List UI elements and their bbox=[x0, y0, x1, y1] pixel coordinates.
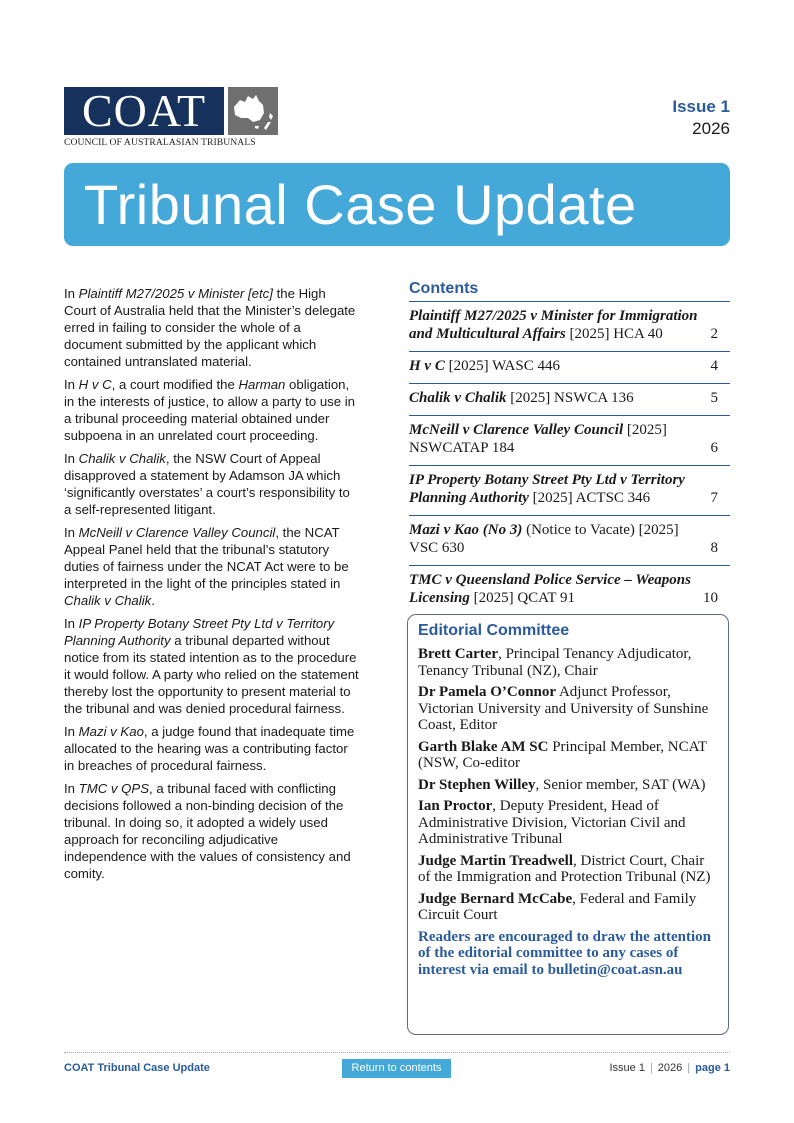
toc-page-number: 7 bbox=[710, 490, 718, 506]
committee-member: Judge Bernard McCabe, Federal and Family Circuit Court bbox=[418, 890, 697, 923]
toc-page-number: 2 bbox=[710, 326, 718, 342]
editorial-committee-box bbox=[407, 614, 729, 1035]
committee-member: Brett Carter, Principal Tenancy Adjudicator, Tenancy Tribunal (NZ), Chair bbox=[418, 646, 692, 679]
issue-info bbox=[672, 96, 730, 140]
coat-logo bbox=[64, 87, 278, 149]
logo-wordmark: COAT bbox=[64, 87, 224, 135]
committee-member: Dr Stephen Willey, Senior member, SAT (WA) bbox=[418, 776, 706, 793]
toc-item[interactable]: H v C [2025] WASC 446 4 bbox=[409, 352, 730, 384]
toc-page-number: 8 bbox=[710, 540, 718, 556]
summary-paragraph: In Plaintiff M27/2025 v Minister [etc] the High Court of Australia held that the Minister’s delegate erred in failing to consider the whole of a document submitted by the applicant which contained untranslated material. bbox=[64, 286, 356, 369]
committee-member: Dr Pamela O’Connor Adjunct Professor, Victorian University and University of Sunshine Coast, Editor bbox=[418, 684, 709, 733]
table-of-contents bbox=[409, 279, 730, 615]
case-summaries bbox=[64, 285, 360, 888]
logo-subtitle: COUNCIL OF AUSTRALASIAN TRIBUNALS bbox=[64, 137, 256, 148]
committee-title: Editorial Committee bbox=[418, 622, 570, 639]
footer-page-info: Issue 1 | 2026 | page 1 bbox=[609, 1062, 730, 1074]
footer-title: COAT Tribunal Case Update bbox=[64, 1062, 210, 1074]
toc-page-number: 5 bbox=[710, 390, 718, 406]
issue-year: 2026 bbox=[692, 119, 730, 138]
toc-page-number: 10 bbox=[703, 590, 718, 606]
summary-paragraph: In TMC v QPS, a tribunal faced with conflicting decisions followed a non-binding decision of the tribunal. In doing so, it adopted a widely used approach for reconciling adjudicative independence with the values of consistency and comity. bbox=[64, 781, 351, 881]
toc-item[interactable]: Plaintiff M27/2025 v Minister for Immigration and Multicultural Affairs [2025] HCA 40 2 bbox=[409, 302, 730, 352]
summary-paragraph: In Chalik v Chalik, the NSW Court of Appeal disapproved a statement by Adamson JA which ‘significantly overstates’ a court’s responsibility to a self-represented litigant. bbox=[64, 451, 350, 517]
issue-number: Issue 1 bbox=[672, 97, 730, 116]
contents-title: Contents bbox=[409, 279, 730, 302]
toc-item[interactable]: Mazi v Kao (No 3) (Notice to Vacate) [2025] VSC 630 8 bbox=[409, 516, 730, 566]
toc-page-number: 4 bbox=[710, 358, 718, 374]
summary-paragraph: In IP Property Botany Street Pty Ltd v Territory Planning Authority a tribunal departed without notice from its stated intention as to the procedure it would follow. A party who relied on the statement thereby lost the opportunity to present material to the tribunal and was denied procedural fairness. bbox=[64, 616, 359, 716]
footer-page-number: page 1 bbox=[695, 1062, 730, 1074]
committee-member: Ian Proctor, Deputy President, Head of Administrative Division, Victorian Civil and Administrative Tribunal bbox=[418, 798, 686, 847]
return-to-contents-button[interactable]: Return to contents bbox=[342, 1059, 451, 1078]
summary-paragraph: In H v C, a court modified the Harman obligation, in the interests of justice, to allow a party to use in a tribunal proceeding material obtained under subpoena in an unrelated court proceeding. bbox=[64, 377, 356, 443]
toc-item[interactable]: TMC v Queensland Police Service – Weapons Licensing [2025] QCAT 91 10 bbox=[409, 572, 718, 606]
summary-paragraph: In McNeill v Clarence Valley Council, the NCAT Appeal Panel held that the tribunal’s statutory duties of fairness under the NCAT Act were to be interpreted in the light of the principles stated in Chalik v Chalik. bbox=[64, 525, 349, 608]
committee-member: Judge Martin Treadwell, District Court, Chair of the Immigration and Protection Tribunal (NZ) bbox=[418, 852, 711, 885]
footer-issue: Issue 1 bbox=[609, 1062, 645, 1074]
committee-member: Garth Blake AM SC Principal Member, NCAT (NSW, Co-editor bbox=[418, 738, 707, 771]
summary-paragraph: In Mazi v Kao, a judge found that inadequate time allocated to the hearing was a contributing factor in breaches of procedural fairness. bbox=[64, 724, 355, 773]
footer-year: 2026 bbox=[657, 1062, 683, 1074]
toc-item[interactable]: McNeill v Clarence Valley Council [2025] NSWCATAP 184 6 bbox=[409, 416, 730, 466]
toc-page-number: 6 bbox=[710, 440, 718, 456]
toc-item[interactable]: IP Property Botany Street Pty Ltd v Territory Planning Authority [2025] ACTSC 346 7 bbox=[409, 466, 730, 516]
page-title: Tribunal Case Update bbox=[64, 163, 730, 246]
australasia-map-icon bbox=[228, 87, 278, 135]
toc-item[interactable]: Chalik v Chalik [2025] NSWCA 136 5 bbox=[409, 384, 730, 416]
readers-note: Readers are encouraged to draw the attention of the editorial committee to any cases of interest via email to bulletin@coat.asn.au bbox=[418, 928, 712, 978]
footer-divider bbox=[64, 1052, 730, 1053]
